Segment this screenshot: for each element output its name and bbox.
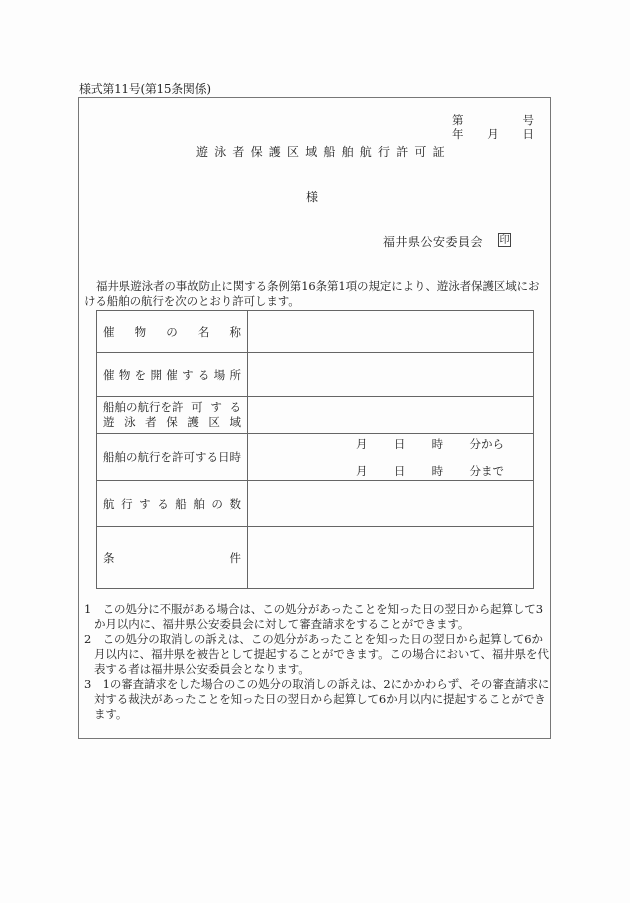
form-number-label: 様式第11号(第15条関係) <box>79 82 211 96</box>
note-item: 2 この処分の取消しの訴えは、この処分があったことを知った日の翌日から起算して6か月以内に、福井県を被告として提起することができます。この場合において、福井県を代表する者は福井県公安委員会となります。 <box>84 632 549 676</box>
datetime-to: 月 日 時 分まで <box>356 464 504 478</box>
note-item: 3 1の審査請求をした場合のこの処分の取消しの訴えは、2にかかわらず、その審査請求に対する裁決があったことを知った日の翌日から起算して6か月以内に提起することができます。 <box>84 677 550 721</box>
value-vessel-count <box>248 481 534 527</box>
value-protected-area <box>248 397 534 434</box>
label-permitted-datetime: 船舶の航行を許可する日時 <box>97 434 248 481</box>
note-item: 1 この処分に不服がある場合は、この処分があったことを知った日の翌日から起算して3か月以内に、福井県公安委員会に対して審査請求をすることができます。 <box>84 602 543 631</box>
number-prefix: 第 <box>452 113 464 127</box>
value-permitted-datetime <box>248 434 534 481</box>
notes-section <box>84 602 550 722</box>
label-event-name: 催 物 の 名 称 <box>97 311 248 353</box>
date-year: 年 <box>452 127 464 141</box>
label-protected-area: 船舶の航行を許 可 す る 遊 泳 者 保 護 区 域 <box>97 397 248 434</box>
permit-details-table <box>96 310 534 589</box>
issue-date-line <box>452 126 534 142</box>
table-row-protected-area <box>97 397 534 434</box>
table-row-event-location <box>97 353 534 397</box>
value-event-location <box>248 353 534 397</box>
label-event-location: 催 物 を 開 催 す る 場 所 <box>97 353 248 397</box>
issuer-name: 福井県公安委員会 <box>383 235 484 249</box>
value-event-name <box>248 311 534 353</box>
addressee-suffix: 様 <box>306 190 319 204</box>
table-row-conditions <box>97 527 534 589</box>
value-conditions <box>248 527 534 589</box>
label-vessel-count: 航 行 す る 船 舶 の 数 <box>97 481 248 527</box>
datetime-from: 月 日 時 分から <box>356 437 504 451</box>
label-conditions: 条 件 <box>97 527 248 589</box>
seal-mark: 印 <box>499 235 510 246</box>
date-month: 月 <box>487 127 499 141</box>
table-row-event-name <box>97 311 534 353</box>
document-title: 遊泳者保護区域船舶航行許可証 <box>196 145 451 159</box>
date-day: 日 <box>522 127 534 141</box>
table-row-permitted-datetime <box>97 434 534 481</box>
table-row-vessel-count <box>97 481 534 527</box>
preamble-text: 福井県遊泳者の事故防止に関する条例第16条第1項の規定により、遊泳者保護区域における船舶の航行を次のとおり許可します。 <box>84 279 540 308</box>
number-suffix: 号 <box>522 113 534 127</box>
